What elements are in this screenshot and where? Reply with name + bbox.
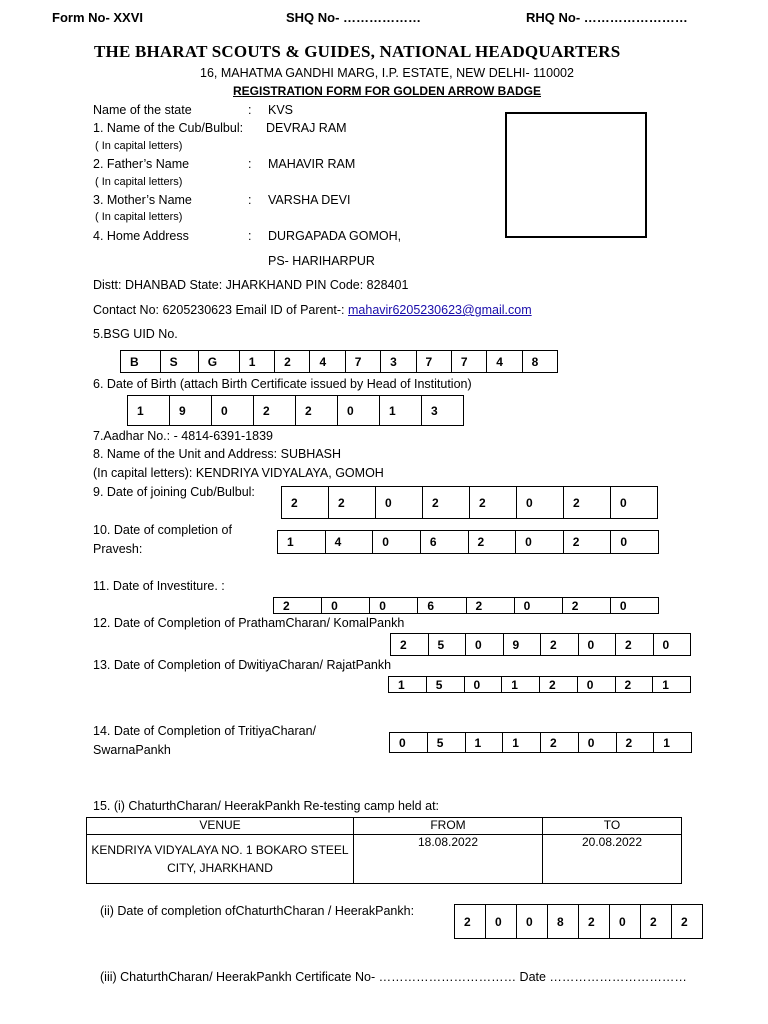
home-address-line1: DURGAPADA GOMOH,: [268, 229, 402, 243]
district-state-pin: Distt: DHANBAD State: JHARKHAND PIN Code: 828401: [93, 278, 409, 292]
digit-cell: 2: [423, 487, 470, 519]
digit-cell: 0: [577, 677, 615, 693]
caps-note: ( In capital letters): [95, 211, 183, 223]
rhq-number: RHQ No- ……………………: [526, 10, 688, 25]
digit-cell: 2: [254, 396, 296, 426]
digit-cell: B: [121, 351, 161, 373]
digit-cell: 2: [468, 531, 516, 554]
form-number: Form No- XXVI: [52, 10, 144, 25]
digit-cell: 1: [654, 733, 692, 753]
uid-label: 5.BSG UID No.: [93, 327, 178, 341]
digit-cell: 8: [522, 351, 557, 373]
digit-cell: 0: [466, 634, 504, 656]
shq-number: SHQ No- ………………: [286, 10, 422, 25]
contact-line: [93, 303, 532, 317]
digit-cell: 1: [128, 396, 170, 426]
dob-grid: [127, 395, 464, 426]
father-name-label: 2. Father’s Name: [93, 157, 190, 171]
digit-cell: 1: [278, 531, 326, 554]
org-title: THE BHARAT SCOUTS & GUIDES, NATIONAL HEADQUARTERS: [94, 42, 621, 61]
digit-cell: 4: [325, 531, 373, 554]
digit-cell: 0: [653, 634, 691, 656]
camp-table: [86, 817, 682, 884]
mother-name-value: VARSHA DEVI: [268, 193, 351, 207]
home-address-label: 4. Home Address: [93, 229, 189, 243]
digit-cell: 2: [579, 905, 610, 939]
pratham-label: 12. Date of Completion of PrathamCharan/ KomalPankh: [93, 616, 405, 630]
cub-name-label: 1. Name of the Cub/Bulbul:: [93, 121, 244, 135]
digit-cell: 2: [540, 677, 578, 693]
dwitiya-date-grid: [388, 676, 691, 693]
digit-cell: 0: [464, 677, 502, 693]
to-value: 20.08.2022: [543, 835, 682, 884]
dwitiya-label: 13. Date of Completion of DwitiyaCharan/ RajatPankh: [93, 658, 392, 672]
digit-cell: 0: [611, 487, 658, 519]
digit-cell: 2: [672, 905, 703, 939]
digit-cell: 2: [616, 634, 654, 656]
unit-label: 8. Name of the Unit and Address: SUBHASH: [93, 447, 342, 461]
digit-cell: 5: [426, 677, 464, 693]
digit-cell: 2: [562, 598, 610, 614]
digit-cell: 1: [380, 396, 422, 426]
digit-cell: 3: [381, 351, 416, 373]
digit-cell: 2: [282, 487, 329, 519]
digit-cell: 3: [422, 396, 464, 426]
digit-cell: 6: [418, 598, 466, 614]
digit-cell: 2: [615, 677, 653, 693]
from-value: 18.08.2022: [354, 835, 543, 884]
mother-name-label: 3. Mother’s Name: [93, 193, 192, 207]
digit-cell: 0: [611, 531, 659, 554]
aadhar-number: 7.Aadhar No.: - 4814-6391-1839: [93, 429, 273, 443]
photo-box: [505, 112, 647, 238]
digit-cell: 0: [376, 487, 423, 519]
tritiya-label-2: SwarnaPankh: [93, 743, 171, 757]
digit-cell: 9: [503, 634, 541, 656]
digit-cell: 2: [616, 733, 654, 753]
digit-cell: 7: [345, 351, 380, 373]
chaturth-label: (ii) Date of completion ofChaturthCharan / HeerakPankh:: [100, 904, 415, 918]
state-label: Name of the state: [93, 103, 192, 117]
digit-cell: 4: [310, 351, 345, 373]
pravesh-label-2: Pravesh:: [93, 542, 143, 556]
digit-cell: 9: [170, 396, 212, 426]
digit-cell: 2: [563, 531, 611, 554]
digit-cell: 2: [466, 598, 514, 614]
digit-cell: 8: [548, 905, 579, 939]
digit-cell: 1: [502, 677, 540, 693]
digit-cell: 2: [470, 487, 517, 519]
venue-value: KENDRIYA VIDYALAYA NO. 1 BOKARO STEEL CITY, JHARKHAND: [87, 835, 354, 884]
digit-cell: 2: [541, 634, 579, 656]
digit-cell: 6: [420, 531, 468, 554]
investiture-label: 11. Date of Investiture. :: [93, 579, 225, 593]
contact-prefix: Contact No: 6205230623 Email ID of Parent-:: [93, 303, 349, 317]
colon: :: [248, 229, 252, 243]
digit-cell: 0: [610, 598, 658, 614]
unit-value: (In capital letters): KENDRIYA VIDYALAYA, GOMOH: [93, 466, 384, 480]
digit-cell: 0: [390, 733, 428, 753]
father-name-value: MAHAVIR RAM: [268, 157, 356, 171]
digit-cell: 1: [389, 677, 427, 693]
venue-header: VENUE: [87, 818, 354, 835]
digit-cell: 0: [578, 733, 616, 753]
camp-label: 15. (i) ChaturthCharan/ HeerakPankh Re-testing camp held at:: [93, 799, 440, 813]
digit-cell: 0: [338, 396, 380, 426]
digit-cell: G: [198, 351, 239, 373]
digit-cell: 0: [514, 598, 562, 614]
pravesh-label: 10. Date of completion of: [93, 523, 232, 537]
colon: :: [248, 193, 252, 207]
digit-cell: 1: [503, 733, 541, 753]
org-address: 16, MAHATMA GANDHI MARG, I.P. ESTATE, NEW DELHI- 110002: [200, 66, 574, 80]
digit-cell: 1: [239, 351, 274, 373]
pratham-date-grid: [390, 633, 691, 656]
chaturth-date-grid: [454, 904, 703, 939]
digit-cell: 2: [296, 396, 338, 426]
digit-cell: 7: [451, 351, 486, 373]
parent-email-link[interactable]: mahavir6205230623@gmail.com: [348, 303, 532, 317]
digit-cell: 0: [486, 905, 517, 939]
digit-cell: 2: [455, 905, 486, 939]
digit-cell: 2: [641, 905, 672, 939]
caps-note: ( In capital letters): [95, 176, 183, 188]
state-value: KVS: [268, 103, 294, 117]
from-header: FROM: [354, 818, 543, 835]
form-title: REGISTRATION FORM FOR GOLDEN ARROW BADGE: [233, 84, 541, 98]
certificate-line: (iii) ChaturthCharan/ HeerakPankh Certificate No- …………………………… Date ……………………………: [100, 970, 687, 984]
to-header: TO: [543, 818, 682, 835]
digit-cell: 2: [564, 487, 611, 519]
colon: :: [248, 157, 252, 171]
pravesh-date-grid: [277, 530, 659, 554]
digit-cell: 1: [653, 677, 691, 693]
digit-cell: 2: [329, 487, 376, 519]
digit-cell: 0: [517, 487, 564, 519]
joining-date-grid: [281, 486, 658, 519]
digit-cell: 0: [370, 598, 418, 614]
colon: :: [248, 103, 252, 117]
digit-cell: 0: [578, 634, 616, 656]
caps-note: ( In capital letters): [95, 140, 183, 152]
tritiya-label: 14. Date of Completion of TritiyaCharan/: [93, 724, 317, 738]
digit-cell: 0: [373, 531, 421, 554]
digit-cell: 0: [516, 531, 564, 554]
digit-cell: 2: [391, 634, 429, 656]
home-address-line2: PS- HARIHARPUR: [268, 254, 375, 268]
digit-cell: 2: [275, 351, 310, 373]
joining-date-label: 9. Date of joining Cub/Bulbul:: [93, 485, 255, 499]
digit-cell: S: [160, 351, 198, 373]
digit-cell: 0: [322, 598, 370, 614]
dob-label: 6. Date of Birth (attach Birth Certificate issued by Head of Institution): [93, 377, 472, 391]
digit-cell: 2: [274, 598, 322, 614]
digit-cell: 0: [517, 905, 548, 939]
digit-cell: 0: [212, 396, 254, 426]
digit-cell: 5: [428, 634, 466, 656]
digit-cell: 2: [541, 733, 579, 753]
uid-grid: [120, 350, 558, 373]
digit-cell: 4: [487, 351, 522, 373]
digit-cell: 7: [416, 351, 451, 373]
digit-cell: 5: [427, 733, 465, 753]
digit-cell: 0: [610, 905, 641, 939]
tritiya-date-grid: [389, 732, 692, 753]
digit-cell: 1: [465, 733, 503, 753]
cub-name-value: DEVRAJ RAM: [266, 121, 347, 135]
investiture-date-grid: [273, 597, 659, 614]
